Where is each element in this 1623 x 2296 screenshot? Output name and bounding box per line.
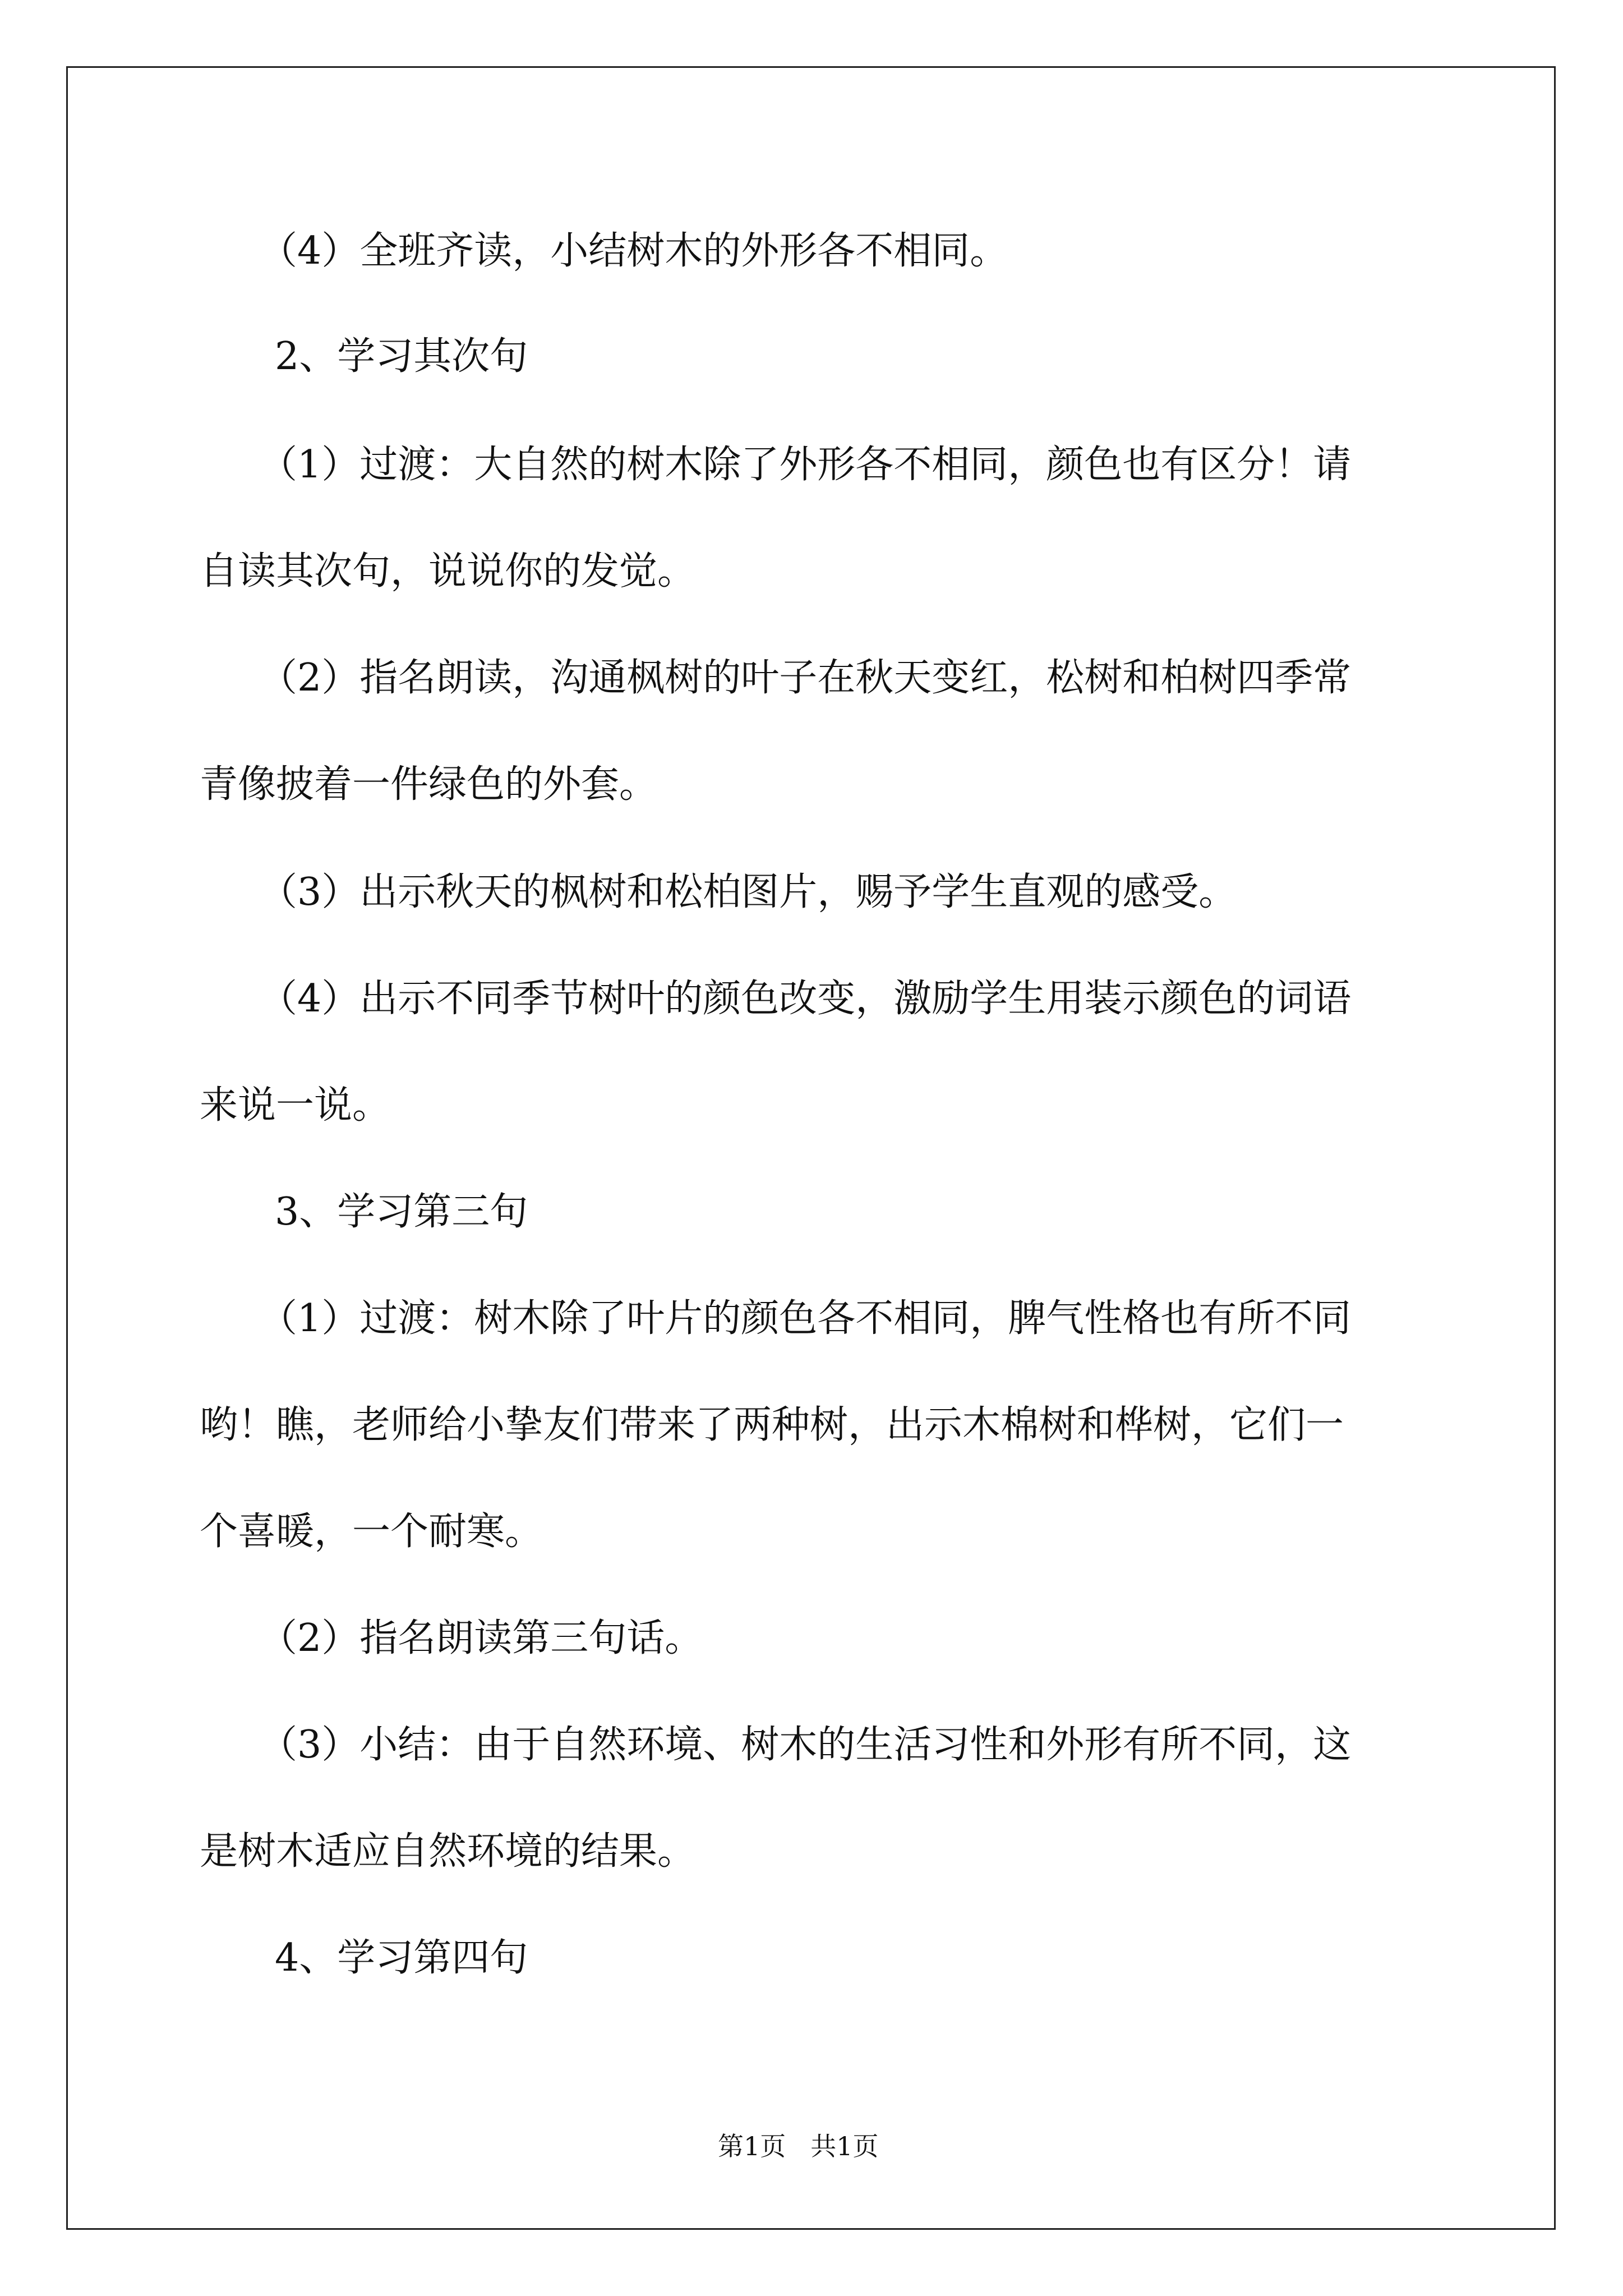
paragraph-1: （4）全班齐读，小结树木的外形各不相同。 (259, 229, 1008, 273)
paragraph-9-line-1: （3）小结：由于自然环境、树木的生活习性和外形有所不同，这 (259, 1723, 1352, 1767)
page-total: 共1页 (810, 2131, 879, 2161)
paragraph-9-line-2: 是树木适应自然环境的结果。 (200, 1829, 696, 1874)
paragraph-5: （3）出示秋天的枫树和松柏图片，赐予学生直观的感受。 (259, 870, 1237, 914)
paragraph-4-line-1: （2）指名朗读，沟通枫树的叶子在秋天变红，松树和柏树四季常 (259, 656, 1352, 700)
paragraph-7-line-3: 个喜暖，一个耐寒。 (200, 1510, 543, 1554)
paragraph-6-line-1: （4）出示不同季节树叶的颜色改变，激励学生用装示颜色的词语 (259, 977, 1352, 1021)
page-border (66, 66, 1556, 2230)
page-number: 第1页 (718, 2131, 786, 2161)
heading-4: 4、学习第四句 (275, 1936, 528, 1980)
paragraph-8: （2）指名朗读第三句话。 (259, 1616, 703, 1660)
paragraph-7-line-2: 哟！瞧，老师给小挚友们带来了两种树，出示木棉树和桦树，它们一 (200, 1403, 1344, 1447)
page-footer (718, 2133, 903, 2159)
paragraph-4-line-2: 青像披着一件绿色的外套。 (200, 762, 658, 807)
paragraph-7-line-1: （1）过渡：树木除了叶片的颜色各不相同，脾气性格也有所不同 (259, 1296, 1352, 1341)
heading-2: 2、学习其次句 (275, 334, 528, 379)
paragraph-6-line-2: 来说一说。 (200, 1083, 391, 1128)
heading-3: 3、学习第三句 (275, 1190, 528, 1234)
paragraph-3-line-1: （1）过渡：大自然的树木除了外形各不相同，颜色也有区分！请 (259, 443, 1352, 487)
paragraph-3-line-2: 自读其次句，说说你的发觉。 (200, 549, 696, 593)
